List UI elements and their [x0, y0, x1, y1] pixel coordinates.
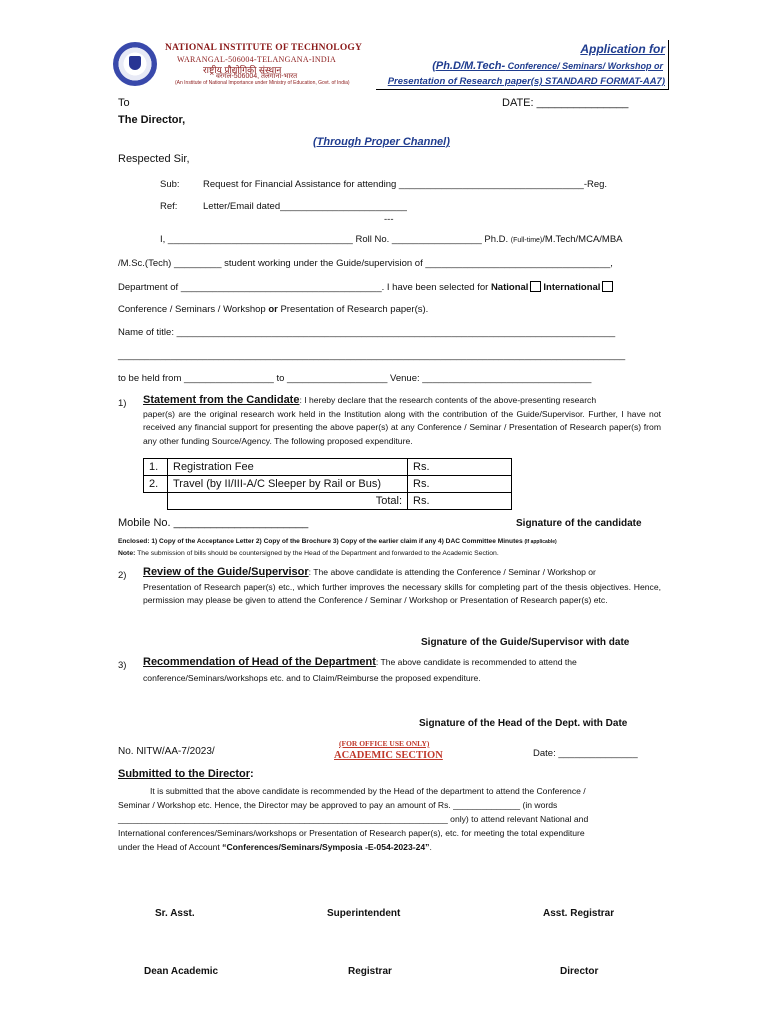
enclosed-note: (If applicable): [524, 539, 557, 545]
director-signatory: Director: [560, 966, 599, 977]
form-title-line1: Application for: [580, 42, 665, 56]
form-title-line2: [432, 60, 663, 72]
hod-signature: Signature of the Head of the Dept. with Date: [419, 718, 628, 729]
office-text-2[interactable]: Seminar / Workshop etc. Hence, the Director may be approved to pay an amount of Rs. ______________ (in words: [118, 800, 558, 810]
nit-logo: [113, 42, 157, 86]
total-label: Total:: [168, 493, 408, 510]
submitted-text: Submitted to the Director: [118, 768, 251, 780]
subject-line[interactable]: Request for Financial Assistance for attending ___________________________________-Reg.: [203, 179, 608, 190]
office-text-1: It is submitted that the above candidate is recommended by the Head of the department to attend the Conference /: [150, 786, 586, 796]
or-text: or: [268, 304, 278, 315]
account-head-period: .: [429, 842, 432, 852]
form-title-degree: (Ph.D/M.Tech-: [432, 60, 506, 72]
guide-line[interactable]: /M.Sc.(Tech) _________ student working under the Guide/supervision of ___________________________________,: [118, 258, 613, 269]
dean-academic-signatory: Dean Academic: [144, 966, 219, 977]
addressee: The Director,: [118, 114, 186, 126]
submitted-heading: [118, 768, 254, 780]
form-title-type: Conference/ Seminars/ Workshop or: [505, 61, 663, 71]
institute-name: NATIONAL INSTITUTE OF TECHNOLOGY: [165, 43, 363, 53]
sub-label: Sub:: [160, 179, 180, 190]
candidate-signature: Signature of the candidate: [516, 518, 642, 529]
section1-number: 1): [118, 398, 127, 409]
international-label: International: [543, 282, 601, 293]
ref-label: Ref:: [160, 201, 178, 212]
office-text-3[interactable]: _____________________________________________________________________ only) to attend relevant National and: [118, 814, 589, 824]
expense-amount[interactable]: Rs.: [408, 476, 512, 493]
reference-line[interactable]: Letter/Email dated________________________: [203, 201, 407, 212]
table-row: [144, 476, 512, 493]
section2-first-text: : The above candidate is attending the Conference / Seminar / Workshop or: [308, 567, 596, 577]
section2-body: Presentation of Research paper(s) etc., which further improves the necessary skills for completing part of the thesis objectives. Hence, permission may please be given to attend the Conference / Seminar / Workshop or Presentation of Research paper(s) etc.: [143, 582, 661, 606]
department-text: Department of ______________________________________. I have been selected for: [118, 282, 489, 293]
note-label: Note:: [118, 550, 136, 557]
office-use-label: (FOR OFFICE USE ONLY): [339, 739, 430, 748]
section2-first-line: [143, 566, 596, 578]
office-date-field[interactable]: Date: _______________: [533, 748, 638, 759]
national-label: National: [490, 282, 529, 293]
title-field[interactable]: Name of title: ___________________________________________________________________________________: [118, 327, 616, 338]
to-label: To: [118, 97, 130, 109]
superintendent-signatory: Superintendent: [327, 908, 401, 919]
registrar-signatory: Registrar: [348, 966, 392, 977]
form-title-line3: Presentation of Research paper(s) STANDARD FORMAT-AA7): [387, 76, 665, 87]
account-head-name: “Conferences/Seminars/Symposia -E-054-2023-24”: [222, 842, 430, 852]
through-channel: (Through Proper Channel): [313, 136, 450, 148]
emblem-icon: [129, 56, 141, 70]
international-checkbox[interactable]: [602, 281, 613, 292]
institute-hindi-city: वरंगल-506004, तेलंगाना-भारत: [216, 73, 298, 80]
section3-number: 3): [118, 660, 127, 671]
mobile-field[interactable]: Mobile No. ______________________: [118, 517, 309, 529]
section3-body: conference/Seminars/workshops etc. and to Claim/Reimburse the proposed expenditure.: [143, 673, 481, 683]
conference-line: [118, 304, 428, 315]
salutation: Respected Sir,: [118, 153, 190, 165]
row-number: 1.: [144, 459, 168, 476]
section2-heading: Review of the Guide/Supervisor: [143, 566, 309, 578]
department-line[interactable]: [118, 281, 615, 293]
guide-signature: Signature of the Guide/Supervisor with date: [421, 637, 630, 648]
fulltime-note: (Full-time): [510, 237, 543, 244]
reference-number: No. NITW/AA-7/2023/: [118, 746, 215, 757]
office-text-5: [118, 842, 432, 852]
institute-subtitle: (An Institute of National Importance under Ministry of Education, Govt. of India): [175, 80, 350, 86]
expense-amount[interactable]: Rs.: [408, 459, 512, 476]
institute-hindi-name: राष्ट्रीय प्रौद्योगिकी संस्थान: [203, 65, 282, 75]
conference-text: Conference / Seminars / Workshop: [118, 304, 266, 315]
section1-heading: Statement from the Candidate: [143, 394, 300, 406]
row-number: [144, 493, 168, 510]
section1-body: paper(s) are the original research work held in the Institution along with the contribution of the Guide/Supervisor. Further, I have not received any financial support for presenting the above paper(s) at any Conference / Seminar / Presentation of Research paper(s) from any other funding Source/Agency. The following proposed expenditure.: [143, 409, 661, 446]
note-line: [118, 550, 499, 557]
institute-city: WARANGAL-506004-TELANGANA-INDIA: [177, 55, 337, 64]
section1-first-line: [143, 394, 596, 406]
expenditure-table: [143, 458, 512, 510]
enclosed-line: [118, 538, 557, 545]
expense-item: Travel (by II/III-A/C Sleeper by Rail or Bus): [168, 476, 408, 493]
office-text-4: International conferences/Seminars/workshops or Presentation of Research paper(s), etc. for meeting the total expenditure: [118, 828, 585, 838]
date-field[interactable]: DATE: _______________: [502, 97, 629, 109]
title-field-continued[interactable]: ________________________________________________________________________________________________: [118, 350, 626, 361]
academic-section-label: ACADEMIC SECTION: [334, 750, 443, 761]
expense-item: Registration Fee: [168, 459, 408, 476]
asst-registrar-signatory: Asst. Registrar: [543, 908, 615, 919]
section1-first-text: : I hereby declare that the research contents of the above-presenting research: [299, 395, 597, 405]
section3-heading: Recommendation of Head of the Department: [143, 656, 376, 668]
total-amount[interactable]: Rs.: [408, 493, 512, 510]
table-row: [144, 493, 512, 510]
programs-text: /M.Tech/MCA/MBA: [542, 234, 623, 245]
sr-asst-signatory: Sr. Asst.: [155, 908, 195, 919]
enclosed-text: Enclosed: 1) Copy of the Acceptance Letter 2) Copy of the Brochure 3) Copy of the earlier claim if any 4) DAC Committee Minutes: [118, 538, 523, 545]
presentation-text: Presentation of Research paper(s).: [280, 304, 429, 315]
name-roll-line[interactable]: [160, 234, 623, 245]
national-checkbox[interactable]: [530, 281, 541, 292]
name-roll-text: I, ___________________________________ Roll No. _________________ Ph.D.: [160, 234, 509, 245]
section3-first-line: [143, 656, 577, 668]
dashes: ---: [384, 214, 394, 225]
section2-number: 2): [118, 570, 127, 581]
note-text: The submission of bills should be countersigned by the Head of the Department and forwarded to the Academic Section.: [135, 550, 499, 557]
table-row: [144, 459, 512, 476]
held-venue-line[interactable]: to be held from _________________ to ___________________ Venue: ________________________________: [118, 373, 592, 384]
submitted-colon: :: [250, 768, 254, 780]
account-head-text: under the Head of Account: [118, 842, 220, 852]
row-number: 2.: [144, 476, 168, 493]
section3-first-text: : The above candidate is recommended to attend the: [375, 657, 577, 667]
